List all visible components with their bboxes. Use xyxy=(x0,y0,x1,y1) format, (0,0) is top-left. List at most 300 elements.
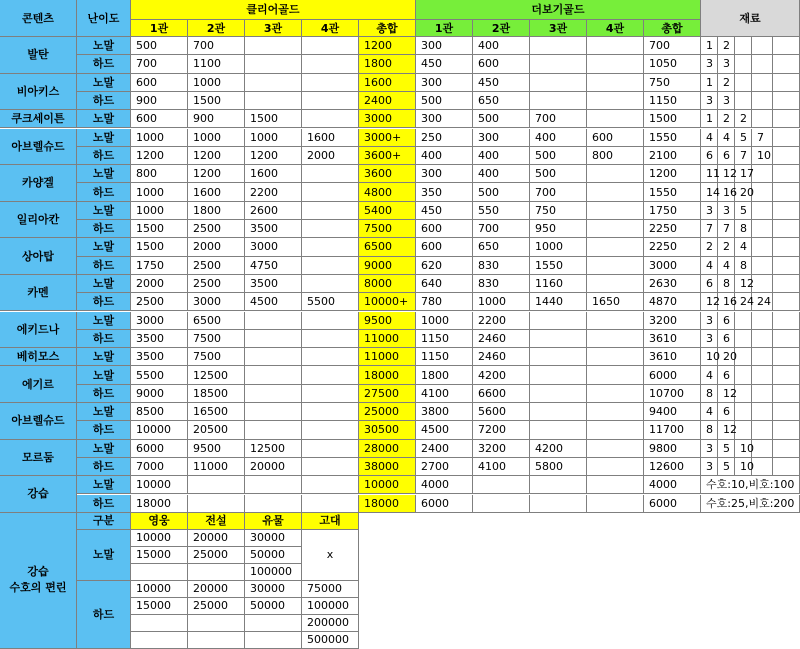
material-count[interactable]: 6 xyxy=(718,330,735,348)
raid-name[interactable]: 아브렐슈드 xyxy=(0,403,77,440)
material-count[interactable]: 3 xyxy=(701,312,718,330)
clear-gold-gate[interactable]: 1000 xyxy=(131,183,188,201)
difficulty-label[interactable]: 노말 xyxy=(77,238,131,256)
more-gold-gate[interactable]: 4000 xyxy=(416,476,473,494)
clear-gold-gate[interactable]: 900 xyxy=(188,110,245,128)
category-header[interactable]: 구분 xyxy=(77,513,131,530)
more-gold-gate[interactable] xyxy=(587,330,644,348)
clear-gold-total[interactable]: 3600+ xyxy=(359,147,416,165)
material-count[interactable] xyxy=(752,92,773,110)
grade-header[interactable]: 전설 xyxy=(188,513,245,530)
clear-gold-gate[interactable]: 9500 xyxy=(188,440,245,458)
more-gold-gate[interactable]: 3200 xyxy=(473,440,530,458)
clear-gold-gate[interactable] xyxy=(302,257,359,275)
material-count[interactable]: 6 xyxy=(701,275,718,293)
material-count-extra[interactable] xyxy=(773,110,800,128)
material-count[interactable] xyxy=(752,202,773,220)
clear-gold-gate[interactable]: 3000 xyxy=(188,293,245,311)
hero-value[interactable]: 15000 xyxy=(131,547,188,564)
more-gold-gate[interactable]: 1440 xyxy=(530,293,587,311)
material-count[interactable]: 20 xyxy=(735,183,752,201)
material-count[interactable] xyxy=(752,366,773,384)
clear-gold-total[interactable]: 5400 xyxy=(359,202,416,220)
clear-gold-gate[interactable] xyxy=(302,183,359,201)
clear-gold-total[interactable]: 1200 xyxy=(359,37,416,55)
legend-value[interactable] xyxy=(188,632,245,649)
more-gold-gate[interactable]: 350 xyxy=(416,183,473,201)
raid-name[interactable]: 카양겔 xyxy=(0,165,77,202)
material-count[interactable] xyxy=(752,348,773,366)
more-gold-gate[interactable]: 1150 xyxy=(416,330,473,348)
hero-value[interactable] xyxy=(131,632,188,649)
difficulty-label[interactable]: 노말 xyxy=(77,476,131,494)
more-gold-gate[interactable]: 620 xyxy=(416,257,473,275)
clear-gold-gate[interactable]: 1200 xyxy=(188,165,245,183)
more-gold-gate[interactable] xyxy=(530,37,587,55)
clear-gold-gate[interactable] xyxy=(302,330,359,348)
clear-gold-gate[interactable]: 1000 xyxy=(131,202,188,220)
difficulty-label[interactable]: 하드 xyxy=(77,183,131,201)
more-gold-gate[interactable]: 400 xyxy=(473,37,530,55)
material-count[interactable] xyxy=(752,220,773,238)
clear-gold-gate[interactable] xyxy=(302,421,359,439)
clear-gold-gate[interactable]: 5500 xyxy=(302,293,359,311)
more-gold-gate[interactable]: 780 xyxy=(416,293,473,311)
clear-gold-gate[interactable]: 3500 xyxy=(245,275,302,293)
more-gold-total[interactable]: 1750 xyxy=(644,202,701,220)
clear-gold-gate[interactable]: 5500 xyxy=(131,366,188,384)
more-gold-total[interactable]: 3000 xyxy=(644,257,701,275)
more-gold-gate[interactable] xyxy=(587,74,644,92)
more-gold-gate[interactable]: 1000 xyxy=(530,238,587,256)
material-count[interactable]: 4 xyxy=(701,257,718,275)
more-gold-gate[interactable]: 4500 xyxy=(416,421,473,439)
clear-gold-total[interactable]: 18000 xyxy=(359,366,416,384)
clear-gold-gate[interactable] xyxy=(302,55,359,73)
clear-gold-total[interactable]: 27500 xyxy=(359,385,416,403)
clear-gold-gate[interactable]: 1600 xyxy=(188,183,245,201)
more-gold-gate[interactable] xyxy=(587,312,644,330)
hero-value[interactable]: 10000 xyxy=(131,581,188,598)
header-more-gold[interactable]: 더보기골드 xyxy=(416,0,701,20)
material-count[interactable] xyxy=(752,257,773,275)
clear-gold-gate[interactable] xyxy=(245,366,302,384)
more-gold-total[interactable]: 1550 xyxy=(644,129,701,147)
raid-name[interactable]: 베히모스 xyxy=(0,348,77,366)
more-gold-gate[interactable] xyxy=(587,110,644,128)
more-gold-gate[interactable] xyxy=(587,275,644,293)
legend-value[interactable]: 25000 xyxy=(188,547,245,564)
material-count[interactable]: 10 xyxy=(701,348,718,366)
more-gold-gate[interactable] xyxy=(587,92,644,110)
clear-gold-gate[interactable] xyxy=(188,476,245,494)
material-count[interactable]: 3 xyxy=(701,202,718,220)
difficulty-label[interactable]: 하드 xyxy=(77,220,131,238)
clear-gold-total[interactable]: 10000 xyxy=(359,476,416,494)
ancient-value[interactable]: 500000 xyxy=(302,632,359,649)
more-gold-gate[interactable] xyxy=(587,37,644,55)
material-count[interactable] xyxy=(735,92,752,110)
more-gold-gate[interactable]: 300 xyxy=(416,74,473,92)
more-gold-gate[interactable]: 1160 xyxy=(530,275,587,293)
relic-value[interactable]: 30000 xyxy=(245,530,302,547)
more-gold-gate[interactable]: 800 xyxy=(587,147,644,165)
more-gold-total[interactable]: 3200 xyxy=(644,312,701,330)
clear-gold-gate[interactable]: 1500 xyxy=(131,220,188,238)
material-count[interactable]: 3 xyxy=(701,458,718,476)
header-clear-gate[interactable]: 1관 xyxy=(131,20,188,37)
clear-gold-gate[interactable] xyxy=(245,385,302,403)
more-gold-gate[interactable]: 1000 xyxy=(416,312,473,330)
clear-gold-gate[interactable] xyxy=(245,421,302,439)
ancient-value[interactable]: 200000 xyxy=(302,615,359,632)
more-gold-gate[interactable]: 1650 xyxy=(587,293,644,311)
more-gold-gate[interactable] xyxy=(530,312,587,330)
raid-name[interactable]: 발탄 xyxy=(0,37,77,74)
difficulty-label[interactable]: 노말 xyxy=(77,110,131,128)
more-gold-gate[interactable]: 5800 xyxy=(530,458,587,476)
more-gold-gate[interactable] xyxy=(530,74,587,92)
material-count[interactable]: 7 xyxy=(752,129,773,147)
material-count[interactable] xyxy=(752,165,773,183)
difficulty-label[interactable]: 노말 xyxy=(77,348,131,366)
clear-gold-gate[interactable]: 700 xyxy=(188,37,245,55)
raid-name[interactable]: 강습 xyxy=(0,476,77,513)
normal-label[interactable]: 노말 xyxy=(77,530,131,581)
clear-gold-total[interactable]: 9500 xyxy=(359,312,416,330)
clear-gold-gate[interactable]: 20000 xyxy=(245,458,302,476)
more-gold-gate[interactable] xyxy=(587,366,644,384)
material-count-extra[interactable] xyxy=(773,257,800,275)
material-count[interactable]: 7 xyxy=(718,220,735,238)
difficulty-label[interactable]: 노말 xyxy=(77,74,131,92)
legend-value[interactable]: 20000 xyxy=(188,530,245,547)
more-gold-total[interactable]: 9400 xyxy=(644,403,701,421)
clear-gold-gate[interactable] xyxy=(245,403,302,421)
clear-gold-gate[interactable]: 10000 xyxy=(131,421,188,439)
material-count[interactable] xyxy=(735,421,752,439)
more-gold-gate[interactable]: 450 xyxy=(416,55,473,73)
material-count-extra[interactable] xyxy=(773,202,800,220)
material-count[interactable] xyxy=(735,366,752,384)
material-count[interactable] xyxy=(752,110,773,128)
material-count[interactable] xyxy=(735,385,752,403)
clear-gold-total[interactable]: 28000 xyxy=(359,440,416,458)
more-gold-gate[interactable] xyxy=(587,403,644,421)
difficulty-label[interactable]: 하드 xyxy=(77,257,131,275)
more-gold-gate[interactable]: 950 xyxy=(530,220,587,238)
difficulty-label[interactable]: 노말 xyxy=(77,275,131,293)
material-count[interactable]: 2 xyxy=(735,110,752,128)
clear-gold-gate[interactable]: 7500 xyxy=(188,348,245,366)
more-gold-gate[interactable]: 700 xyxy=(473,220,530,238)
clear-gold-gate[interactable] xyxy=(302,476,359,494)
more-gold-total[interactable]: 4000 xyxy=(644,476,701,494)
difficulty-label[interactable]: 노말 xyxy=(77,440,131,458)
more-gold-total[interactable]: 2630 xyxy=(644,275,701,293)
material-count[interactable]: 11 xyxy=(701,165,718,183)
more-gold-total[interactable]: 1500 xyxy=(644,110,701,128)
material-count[interactable] xyxy=(735,37,752,55)
material-count-extra[interactable] xyxy=(773,312,800,330)
material-count-extra[interactable] xyxy=(773,385,800,403)
more-gold-gate[interactable]: 4100 xyxy=(416,385,473,403)
clear-gold-gate[interactable]: 500 xyxy=(131,37,188,55)
more-gold-gate[interactable]: 4200 xyxy=(530,440,587,458)
relic-value[interactable] xyxy=(245,632,302,649)
material-count-extra[interactable] xyxy=(773,403,800,421)
clear-gold-gate[interactable] xyxy=(302,348,359,366)
raid-name[interactable]: 일리아칸 xyxy=(0,202,77,239)
more-gold-gate[interactable] xyxy=(530,476,587,494)
more-gold-total[interactable]: 10700 xyxy=(644,385,701,403)
more-gold-gate[interactable]: 5600 xyxy=(473,403,530,421)
hero-value[interactable] xyxy=(131,615,188,632)
clear-gold-gate[interactable] xyxy=(245,348,302,366)
more-gold-gate[interactable]: 700 xyxy=(530,110,587,128)
material-count[interactable] xyxy=(752,183,773,201)
more-gold-gate[interactable]: 700 xyxy=(530,183,587,201)
material-count[interactable]: 1 xyxy=(701,37,718,55)
material-count[interactable]: 12 xyxy=(718,385,735,403)
clear-gold-total[interactable]: 4800 xyxy=(359,183,416,201)
more-gold-total[interactable]: 1200 xyxy=(644,165,701,183)
relic-value[interactable]: 50000 xyxy=(245,547,302,564)
material-count[interactable]: 4 xyxy=(701,129,718,147)
clear-gold-total[interactable]: 3000+ xyxy=(359,129,416,147)
clear-gold-gate[interactable]: 7500 xyxy=(188,330,245,348)
difficulty-label[interactable]: 하드 xyxy=(77,385,131,403)
material-count-extra[interactable] xyxy=(773,55,800,73)
material-count-extra[interactable] xyxy=(773,37,800,55)
material-count[interactable]: 10 xyxy=(752,147,773,165)
clear-gold-gate[interactable]: 1000 xyxy=(131,129,188,147)
more-gold-gate[interactable] xyxy=(587,385,644,403)
material-count[interactable] xyxy=(752,330,773,348)
clear-gold-gate[interactable]: 3500 xyxy=(245,220,302,238)
more-gold-total[interactable]: 1550 xyxy=(644,183,701,201)
material-count[interactable]: 2 xyxy=(701,238,718,256)
material-count[interactable]: 3 xyxy=(701,55,718,73)
relic-value[interactable]: 100000 xyxy=(245,564,302,581)
clear-gold-gate[interactable]: 3500 xyxy=(131,348,188,366)
header-more-gate[interactable]: 1관 xyxy=(416,20,473,37)
clear-gold-gate[interactable]: 1200 xyxy=(188,147,245,165)
material-count-extra[interactable] xyxy=(773,440,800,458)
more-gold-gate[interactable]: 500 xyxy=(530,147,587,165)
more-gold-gate[interactable]: 400 xyxy=(530,129,587,147)
header-clear-gold[interactable]: 클리어골드 xyxy=(131,0,416,20)
more-gold-gate[interactable]: 600 xyxy=(587,129,644,147)
more-gold-gate[interactable]: 300 xyxy=(416,37,473,55)
more-gold-gate[interactable]: 500 xyxy=(530,165,587,183)
difficulty-label[interactable]: 하드 xyxy=(77,92,131,110)
relic-value[interactable]: 30000 xyxy=(245,581,302,598)
difficulty-label[interactable]: 하드 xyxy=(77,421,131,439)
more-gold-gate[interactable]: 500 xyxy=(416,92,473,110)
material-count[interactable]: 7 xyxy=(701,220,718,238)
more-gold-gate[interactable] xyxy=(530,330,587,348)
clear-gold-total[interactable]: 38000 xyxy=(359,458,416,476)
material-count[interactable] xyxy=(752,403,773,421)
more-gold-gate[interactable]: 830 xyxy=(473,257,530,275)
clear-gold-gate[interactable] xyxy=(302,312,359,330)
clear-gold-gate[interactable] xyxy=(302,165,359,183)
more-gold-gate[interactable]: 2400 xyxy=(416,440,473,458)
more-gold-gate[interactable] xyxy=(530,366,587,384)
clear-gold-gate[interactable] xyxy=(188,495,245,513)
material-count[interactable]: 1 xyxy=(701,110,718,128)
clear-gold-gate[interactable]: 1800 xyxy=(188,202,245,220)
more-gold-gate[interactable] xyxy=(587,495,644,513)
material-count-extra[interactable] xyxy=(773,421,800,439)
material-count[interactable]: 4 xyxy=(735,238,752,256)
more-gold-total[interactable]: 3610 xyxy=(644,330,701,348)
raid-name[interactable]: 쿠크세이튼 xyxy=(0,110,77,128)
clear-gold-total[interactable]: 1600 xyxy=(359,74,416,92)
clear-gold-gate[interactable] xyxy=(302,440,359,458)
clear-gold-gate[interactable]: 12500 xyxy=(245,440,302,458)
material-count-extra[interactable] xyxy=(773,238,800,256)
clear-gold-gate[interactable]: 1000 xyxy=(188,74,245,92)
clear-gold-gate[interactable]: 2600 xyxy=(245,202,302,220)
legend-value[interactable] xyxy=(188,615,245,632)
clear-gold-gate[interactable]: 4500 xyxy=(245,293,302,311)
raid-name[interactable]: 에키드나 xyxy=(0,312,77,349)
clear-gold-total[interactable]: 18000 xyxy=(359,495,416,513)
clear-gold-gate[interactable]: 1600 xyxy=(245,165,302,183)
clear-gold-gate[interactable]: 1000 xyxy=(245,129,302,147)
clear-gold-gate[interactable]: 2200 xyxy=(245,183,302,201)
clear-gold-total[interactable]: 25000 xyxy=(359,403,416,421)
more-gold-total[interactable]: 12600 xyxy=(644,458,701,476)
clear-gold-gate[interactable]: 3000 xyxy=(245,238,302,256)
more-gold-gate[interactable] xyxy=(587,440,644,458)
material-count-extra[interactable] xyxy=(773,348,800,366)
raid-name[interactable]: 아브렐슈드 xyxy=(0,129,77,166)
clear-gold-gate[interactable] xyxy=(302,275,359,293)
material-count[interactable] xyxy=(735,330,752,348)
more-gold-gate[interactable]: 400 xyxy=(473,165,530,183)
clear-gold-gate[interactable] xyxy=(245,74,302,92)
clear-gold-gate[interactable]: 3500 xyxy=(131,330,188,348)
material-count[interactable]: 2 xyxy=(718,238,735,256)
more-gold-gate[interactable]: 650 xyxy=(473,238,530,256)
more-gold-total[interactable]: 750 xyxy=(644,74,701,92)
clear-gold-gate[interactable] xyxy=(302,403,359,421)
hero-value[interactable]: 15000 xyxy=(131,598,188,615)
header-clear-gate[interactable]: 4관 xyxy=(302,20,359,37)
clear-gold-gate[interactable]: 1500 xyxy=(245,110,302,128)
material-count[interactable]: 5 xyxy=(735,202,752,220)
more-gold-total[interactable]: 9800 xyxy=(644,440,701,458)
material-count[interactable] xyxy=(735,312,752,330)
more-gold-gate[interactable]: 450 xyxy=(416,202,473,220)
more-gold-total[interactable]: 2250 xyxy=(644,220,701,238)
more-gold-gate[interactable]: 450 xyxy=(473,74,530,92)
more-gold-gate[interactable]: 6000 xyxy=(416,495,473,513)
more-gold-gate[interactable]: 2700 xyxy=(416,458,473,476)
more-gold-total[interactable]: 11700 xyxy=(644,421,701,439)
more-gold-gate[interactable]: 750 xyxy=(530,202,587,220)
clear-gold-total[interactable]: 2400 xyxy=(359,92,416,110)
clear-gold-gate[interactable]: 1600 xyxy=(302,129,359,147)
clear-gold-gate[interactable]: 11000 xyxy=(188,458,245,476)
clear-gold-total[interactable]: 11000 xyxy=(359,348,416,366)
more-gold-gate[interactable]: 300 xyxy=(416,165,473,183)
header-more-gate[interactable]: 2관 xyxy=(473,20,530,37)
material-count[interactable] xyxy=(752,55,773,73)
clear-gold-gate[interactable]: 9000 xyxy=(131,385,188,403)
material-count[interactable]: 2 xyxy=(718,74,735,92)
header-more-gate[interactable]: 3관 xyxy=(530,20,587,37)
clear-gold-total[interactable]: 9000 xyxy=(359,257,416,275)
hero-value[interactable]: 10000 xyxy=(131,530,188,547)
material-count-extra[interactable] xyxy=(773,275,800,293)
clear-gold-gate[interactable] xyxy=(302,92,359,110)
difficulty-label[interactable]: 노말 xyxy=(77,403,131,421)
material-count[interactable]: 1 xyxy=(701,74,718,92)
clear-gold-gate[interactable]: 1200 xyxy=(245,147,302,165)
more-gold-gate[interactable] xyxy=(473,495,530,513)
material-count[interactable]: 8 xyxy=(735,220,752,238)
clear-gold-gate[interactable] xyxy=(245,330,302,348)
more-gold-gate[interactable]: 600 xyxy=(416,220,473,238)
material-count[interactable]: 4 xyxy=(701,366,718,384)
more-gold-gate[interactable] xyxy=(587,183,644,201)
more-gold-gate[interactable] xyxy=(587,476,644,494)
clear-gold-gate[interactable] xyxy=(302,74,359,92)
material-count[interactable]: 7 xyxy=(735,147,752,165)
clear-gold-gate[interactable] xyxy=(245,37,302,55)
material-count[interactable] xyxy=(752,275,773,293)
more-gold-total[interactable]: 3610 xyxy=(644,348,701,366)
material-count[interactable] xyxy=(735,403,752,421)
clear-gold-gate[interactable]: 7000 xyxy=(131,458,188,476)
hero-value[interactable] xyxy=(131,564,188,581)
more-gold-gate[interactable]: 6600 xyxy=(473,385,530,403)
header-clear-total[interactable]: 총합 xyxy=(359,20,416,37)
clear-gold-gate[interactable]: 2500 xyxy=(188,275,245,293)
more-gold-gate[interactable]: 1550 xyxy=(530,257,587,275)
material-count[interactable]: 24 xyxy=(735,293,752,311)
difficulty-label[interactable]: 하드 xyxy=(77,458,131,476)
more-gold-gate[interactable] xyxy=(587,238,644,256)
clear-gold-total[interactable]: 1800 xyxy=(359,55,416,73)
material-count[interactable]: 10 xyxy=(735,458,752,476)
clear-gold-gate[interactable] xyxy=(245,55,302,73)
more-gold-gate[interactable]: 400 xyxy=(416,147,473,165)
clear-gold-total[interactable]: 30500 xyxy=(359,421,416,439)
clear-gold-gate[interactable]: 800 xyxy=(131,165,188,183)
material-count[interactable]: 20 xyxy=(718,348,735,366)
material-count[interactable]: 8 xyxy=(735,257,752,275)
ancient-value[interactable]: 100000 xyxy=(302,598,359,615)
clear-gold-total[interactable]: 8000 xyxy=(359,275,416,293)
more-gold-gate[interactable] xyxy=(587,257,644,275)
more-gold-gate[interactable] xyxy=(530,403,587,421)
clear-gold-gate[interactable]: 700 xyxy=(131,55,188,73)
material-count[interactable]: 6 xyxy=(718,403,735,421)
material-count[interactable]: 2 xyxy=(718,110,735,128)
material-count[interactable] xyxy=(752,238,773,256)
more-gold-gate[interactable]: 500 xyxy=(473,183,530,201)
difficulty-label[interactable]: 하드 xyxy=(77,147,131,165)
clear-gold-gate[interactable]: 8500 xyxy=(131,403,188,421)
material-count[interactable] xyxy=(735,74,752,92)
more-gold-gate[interactable] xyxy=(587,55,644,73)
header-more-total[interactable]: 총합 xyxy=(644,20,701,37)
